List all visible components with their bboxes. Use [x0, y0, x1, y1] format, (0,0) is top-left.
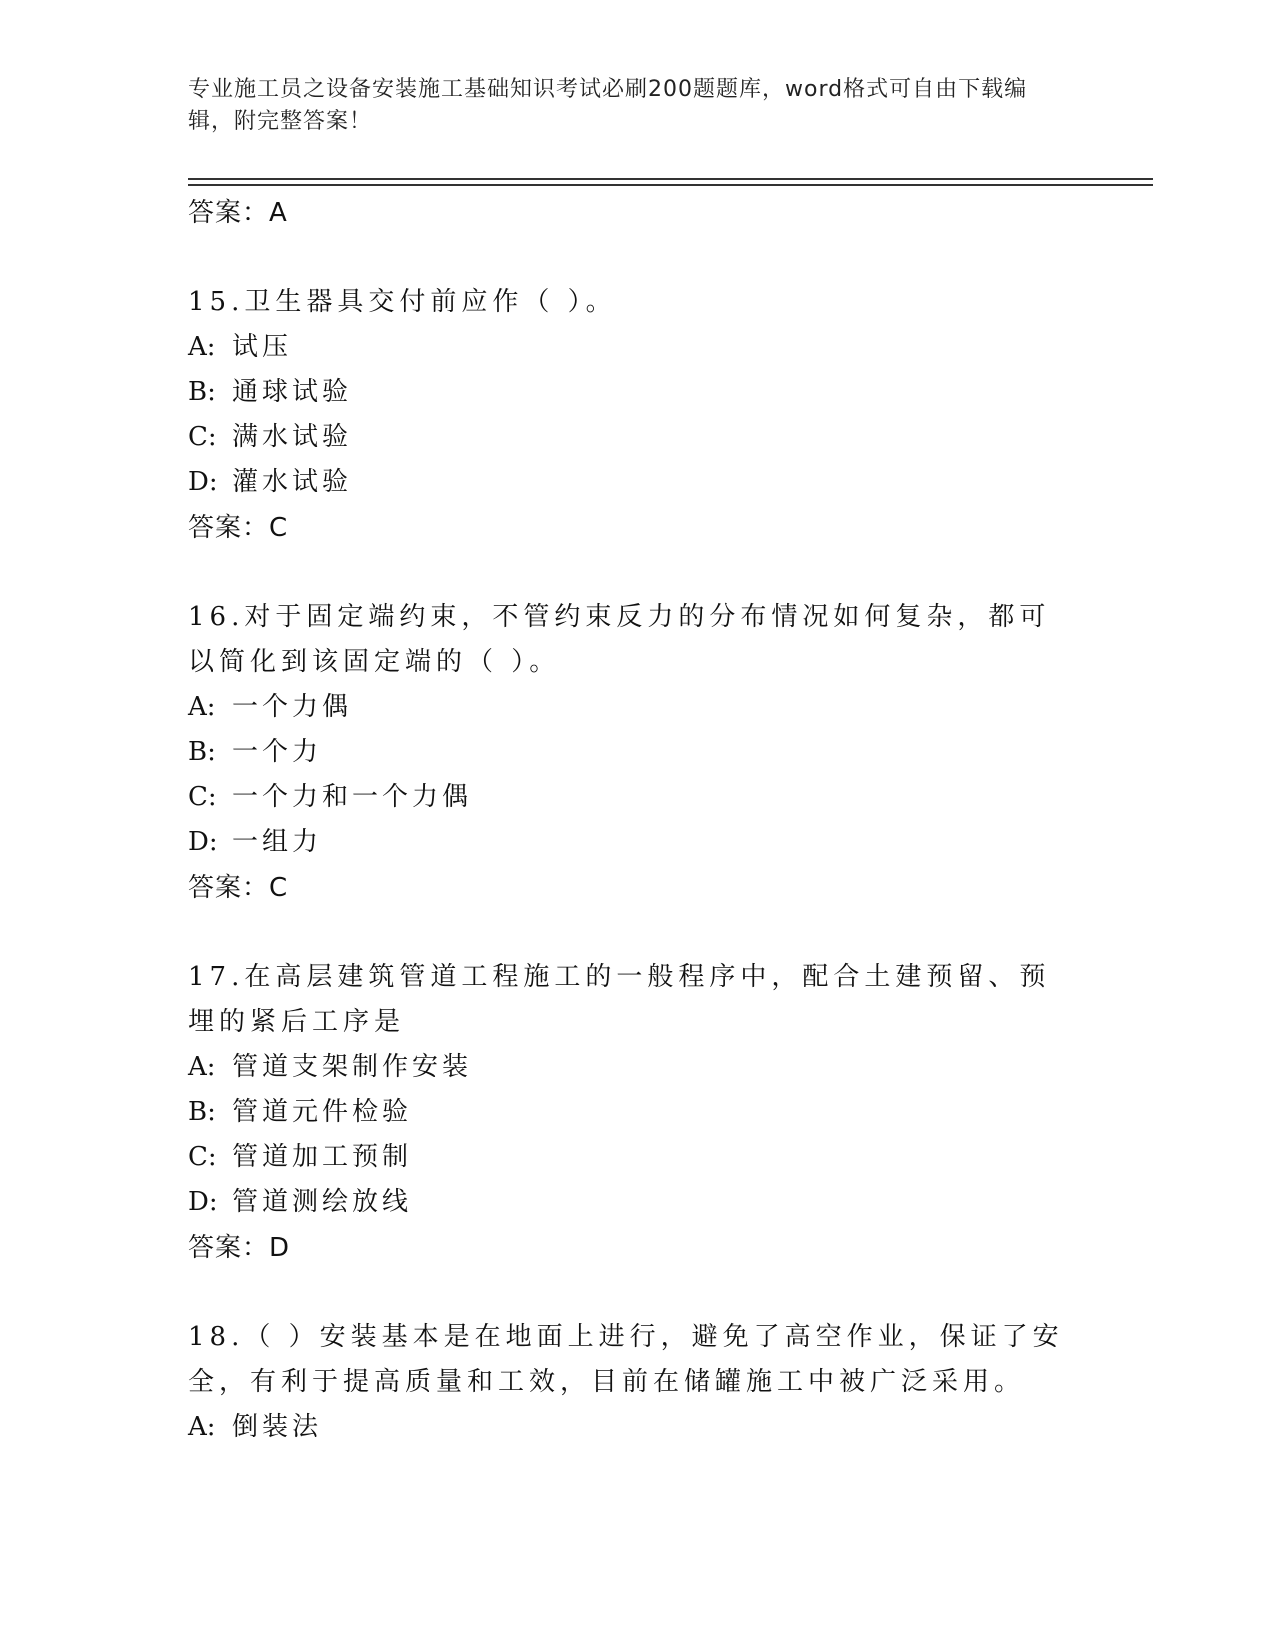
- option-b: [188, 370, 1068, 415]
- option-letter: C:: [188, 782, 217, 812]
- option-a: [188, 685, 1068, 730]
- option-a: [188, 325, 1068, 370]
- option-text: 试压: [232, 332, 293, 362]
- question-text: 16.对于固定端约束，不管约束反力的分布情况如何复杂，都可以简化到该固定端的（ ）。: [188, 602, 1051, 677]
- option-a: [188, 1045, 1068, 1090]
- question-17: [188, 955, 1068, 1271]
- option-letter: C:: [188, 1142, 217, 1172]
- question-18: [188, 1315, 1068, 1450]
- header-divider-bottom: [188, 184, 1153, 186]
- page-header-title: 专业施工员之设备安装施工基础知识考试必刷200题题库，word格式可自由下载编辑，附完整答案！: [188, 77, 1028, 134]
- option-d: [188, 460, 1068, 505]
- option-c: [188, 415, 1068, 460]
- answer-line: 答案：C: [188, 513, 289, 543]
- option-c: [188, 775, 1068, 820]
- question-16: [188, 595, 1068, 911]
- option-letter: D:: [188, 827, 218, 857]
- option-letter: D:: [188, 467, 218, 497]
- option-text: 灌水试验: [232, 467, 353, 497]
- option-text: 通球试验: [232, 377, 353, 407]
- option-text: 满水试验: [232, 422, 353, 452]
- answer-line: 答案：D: [188, 1233, 291, 1263]
- answer-line: 答案：C: [188, 873, 289, 903]
- option-d: [188, 820, 1068, 865]
- option-letter: D:: [188, 1187, 218, 1217]
- option-b: [188, 1090, 1068, 1135]
- option-letter: A:: [188, 1052, 216, 1082]
- header-divider-top: [188, 178, 1153, 180]
- option-letter: B:: [188, 737, 216, 767]
- option-text: 管道元件检验: [232, 1097, 413, 1127]
- option-letter: B:: [188, 1097, 216, 1127]
- option-text: 管道加工预制: [232, 1142, 413, 1172]
- option-a: [188, 1405, 1068, 1450]
- option-letter: B:: [188, 377, 216, 407]
- option-c: [188, 1135, 1068, 1180]
- question-text: 18.（ ）安装基本是在地面上进行，避免了高空作业，保证了安全，有利于提高质量和工效，目前在储罐施工中被广泛采用。: [188, 1322, 1064, 1397]
- option-text: 倒装法: [232, 1412, 323, 1442]
- answer-line: 答案：A: [188, 198, 288, 228]
- question-list: [188, 190, 1068, 1450]
- option-letter: A:: [188, 692, 216, 722]
- option-text: 一个力: [232, 737, 323, 767]
- option-letter: A:: [188, 1412, 216, 1442]
- question-text: 17.在高层建筑管道工程施工的一般程序中，配合土建预留、预埋的紧后工序是: [188, 962, 1051, 1037]
- option-text: 管道支架制作安装: [232, 1052, 473, 1082]
- option-d: [188, 1180, 1068, 1225]
- option-text: 管道测绘放线: [232, 1187, 413, 1217]
- option-text: 一组力: [232, 827, 323, 857]
- question-text: 15.卫生器具交付前应作（ ）。: [188, 287, 617, 317]
- option-letter: C:: [188, 422, 217, 452]
- option-text: 一个力和一个力偶: [232, 782, 473, 812]
- option-b: [188, 730, 1068, 775]
- question-15: [188, 280, 1068, 551]
- option-text: 一个力偶: [232, 692, 353, 722]
- option-letter: A:: [188, 332, 216, 362]
